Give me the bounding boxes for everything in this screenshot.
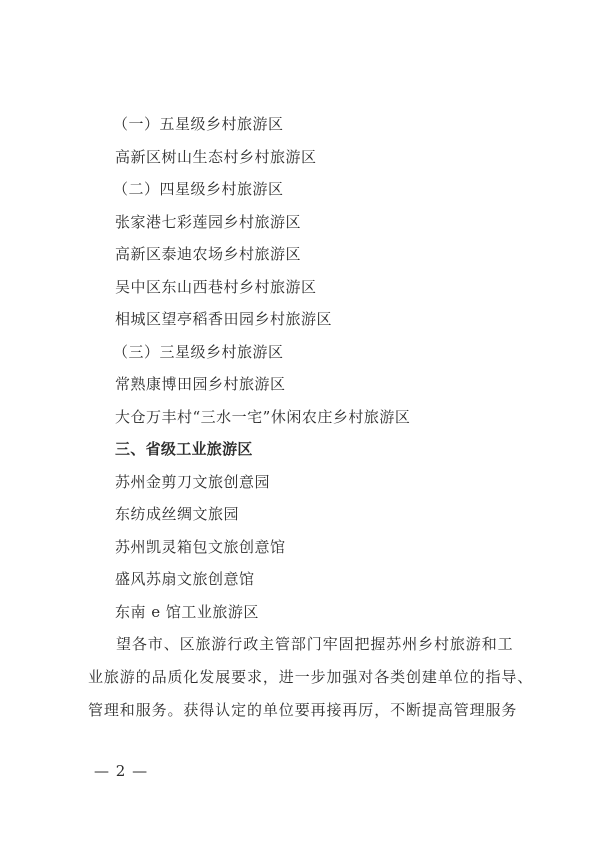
three-star-heading: （三）三星级乡村旅游区 (113, 343, 284, 361)
five-star-heading: （一）五星级乡村旅游区 (113, 115, 284, 133)
list-item: 盛风苏扇文旅创意馆 (115, 570, 255, 588)
list-item: 相城区望亭稻香田园乡村旅游区 (115, 310, 333, 328)
closing-paragraph-line: 望各市、区旅游行政主管部门牢固把握苏州乡村旅游和工 (116, 635, 514, 653)
page-number: — 2 — (94, 762, 149, 780)
list-item: 高新区树山生态村乡村旅游区 (115, 148, 317, 166)
list-item: 苏州金剪刀文旅创意园 (115, 473, 271, 491)
list-item: 张家港七彩莲园乡村旅游区 (115, 213, 302, 231)
list-item: 苏州凯灵箱包文旅创意馆 (115, 538, 286, 556)
list-item: 大仓万丰村“三水一宅”休闲农庄乡村旅游区 (115, 408, 411, 426)
list-item: 吴中区东山西巷村乡村旅游区 (115, 278, 317, 296)
industrial-heading: 三、省级工业旅游区 (115, 440, 253, 458)
list-item: 东南 e 馆工业旅游区 (115, 603, 259, 621)
list-item: 常熟康博田园乡村旅游区 (115, 375, 286, 393)
four-star-heading: （二）四星级乡村旅游区 (113, 180, 284, 198)
closing-paragraph-line: 管理和服务。获得认定的单位要再接再厉，不断提高管理服务 (88, 701, 518, 719)
list-item: 东纺成丝绸文旅园 (115, 505, 240, 523)
closing-paragraph-line: 业旅游的品质化发展要求，进一步加强对各类创建单位的指导、 (88, 668, 534, 686)
list-item: 高新区泰迪农场乡村旅游区 (115, 245, 302, 263)
